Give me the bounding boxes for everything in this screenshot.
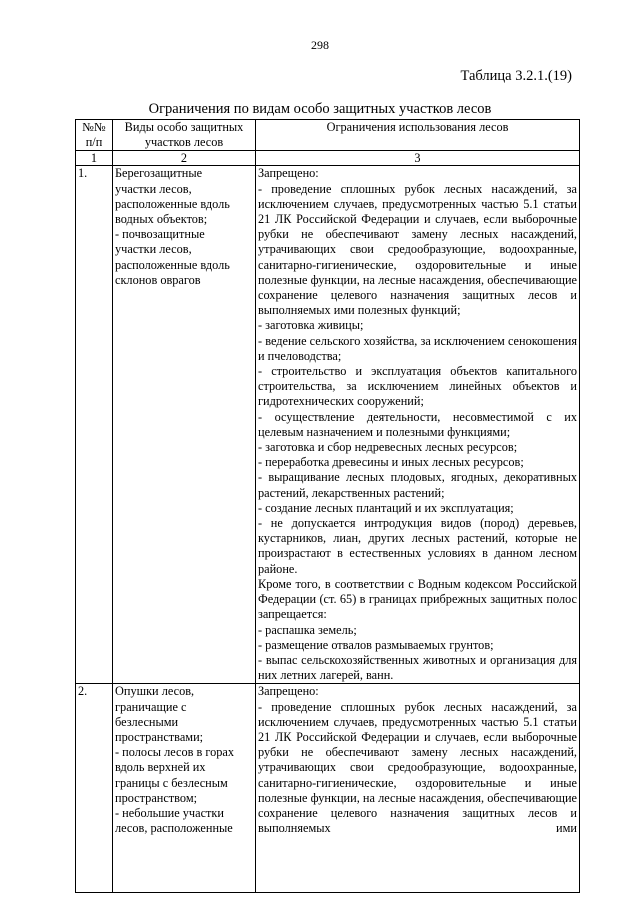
restriction-paragraph: - распашка земель; (258, 622, 357, 637)
type-line: лесов, расположенные (115, 821, 233, 836)
restriction-paragraph: - ведение сельского хозяйства, за исключением сенокошения и пчеловодства; (258, 333, 577, 363)
type-line: участки лесов, (115, 242, 192, 257)
restrictions-table (75, 119, 580, 893)
restrictions-cell (256, 166, 580, 684)
type-line: пространствами; (115, 729, 204, 744)
restriction-paragraph: - размещение отвалов размываемых грунтов; (258, 637, 494, 652)
restriction-paragraph: - осуществление деятельности, несовместимой с их целевым назначением и полезными функциями; (258, 409, 577, 439)
restriction-paragraph: - не допускается интродукция видов (пород) деревьев, кустарников, лиан, других лесных растений, которые не произрастают в естественных условиях в данном лесном районе. (258, 516, 577, 576)
restriction-paragraph: - создание лесных плантаций и их эксплуатация; (258, 500, 514, 515)
table-title: Ограничения по видам особо защитных участков лесов (148, 101, 492, 117)
type-line: водных объектов; (115, 212, 208, 227)
type-line: пространством; (115, 790, 198, 805)
restrictions-cell (256, 684, 580, 893)
table-row (76, 166, 580, 684)
table-label: Таблица 3.2.1.(19) (460, 68, 572, 84)
type-line: расположенные вдоль (115, 257, 230, 272)
table-index-row (76, 151, 580, 166)
restriction-paragraph: - выращивание лесных плодовых, ягодных, декоративных растений, лекарственных растений; (258, 470, 577, 500)
type-line: вдоль верхней их (115, 760, 206, 775)
table-row (76, 684, 580, 893)
type-line: участки лесов, (115, 181, 192, 196)
page-number: 298 (311, 38, 329, 52)
restriction-paragraph: - переработка древесины и иных лесных ресурсов; (258, 455, 524, 470)
type-line: - небольшие участки (115, 805, 224, 820)
restriction-paragraph: - выпас сельскохозяйственных животных и организация для них летних лагерей, ванн. (258, 652, 577, 683)
type-line: безлесными (115, 714, 179, 729)
type-line: границы с безлесным (115, 775, 228, 790)
header-restrictions: Ограничения использования лесов (256, 120, 580, 151)
restriction-paragraph: Кроме того, в соответствии с Водным кодексом Российской Федерации (ст. 65) в границах прибрежных защитных полос запрещается: (258, 576, 577, 622)
type-line: - полосы лесов в горах (115, 745, 235, 760)
type-line: - почвозащитные (115, 227, 205, 242)
row-number: 1. (76, 166, 113, 684)
forest-type-cell (113, 684, 256, 893)
restriction-paragraph: - проведение сплошных рубок лесных насаждений, за исключением случаев, предусмотренных частью 5.1 статьи 21 ЛК Российской Федерации и случаев, если выборочные рубки не обеспечивают замену лесных насаждений, утрачивающих свои средообразующие, водоохранные, санитарно-гигиенические, оздоровительные и иные полезные функции, на лесные насаждения, обеспечивающие сохранение целевого назначения защитных лесов и выполняемых ими полезных функций; (258, 181, 577, 318)
index-cell: 1 (76, 151, 113, 166)
header-num: №№ п/п (76, 120, 113, 151)
restriction-paragraph: Запрещено: (258, 684, 319, 699)
forest-type-cell (113, 166, 256, 684)
restriction-paragraph: - строительство и эксплуатация объектов капитального строительства, за исключением линейных объектов и гидротехнических сооружений; (258, 364, 577, 409)
restriction-paragraph: Запрещено: (258, 166, 319, 181)
row-number: 2. (76, 684, 113, 893)
type-line: граничащие с (115, 699, 187, 714)
restriction-paragraph: - проведение сплошных рубок лесных насаждений, за исключением случаев, предусмотренных частью 5.1 статьи 21 ЛК Российской Федерации и случаев, если выборочные рубки не обеспечивают замену лесных насаждений, утрачивающих свои средообразующие, водоохранные, санитарно-гигиенические, оздоровительные и иные полезные функции, на лесные насаждения, обеспечивающие сохранение целевого назначения защитных лесов и выполняемых ими (258, 699, 577, 836)
type-line: расположенные вдоль (115, 196, 230, 211)
type-line: Опушки лесов, (115, 684, 195, 699)
index-cell: 2 (113, 151, 256, 166)
restriction-paragraph: - заготовка и сбор недревесных лесных ресурсов; (258, 440, 518, 455)
type-line: Берегозащитные (115, 166, 203, 181)
type-line: склонов оврагов (115, 272, 201, 287)
table-header-row (76, 120, 580, 151)
header-type: Виды особо защитных участков лесов (113, 120, 256, 151)
index-cell: 3 (256, 151, 580, 166)
restriction-paragraph: - заготовка живицы; (258, 318, 364, 333)
